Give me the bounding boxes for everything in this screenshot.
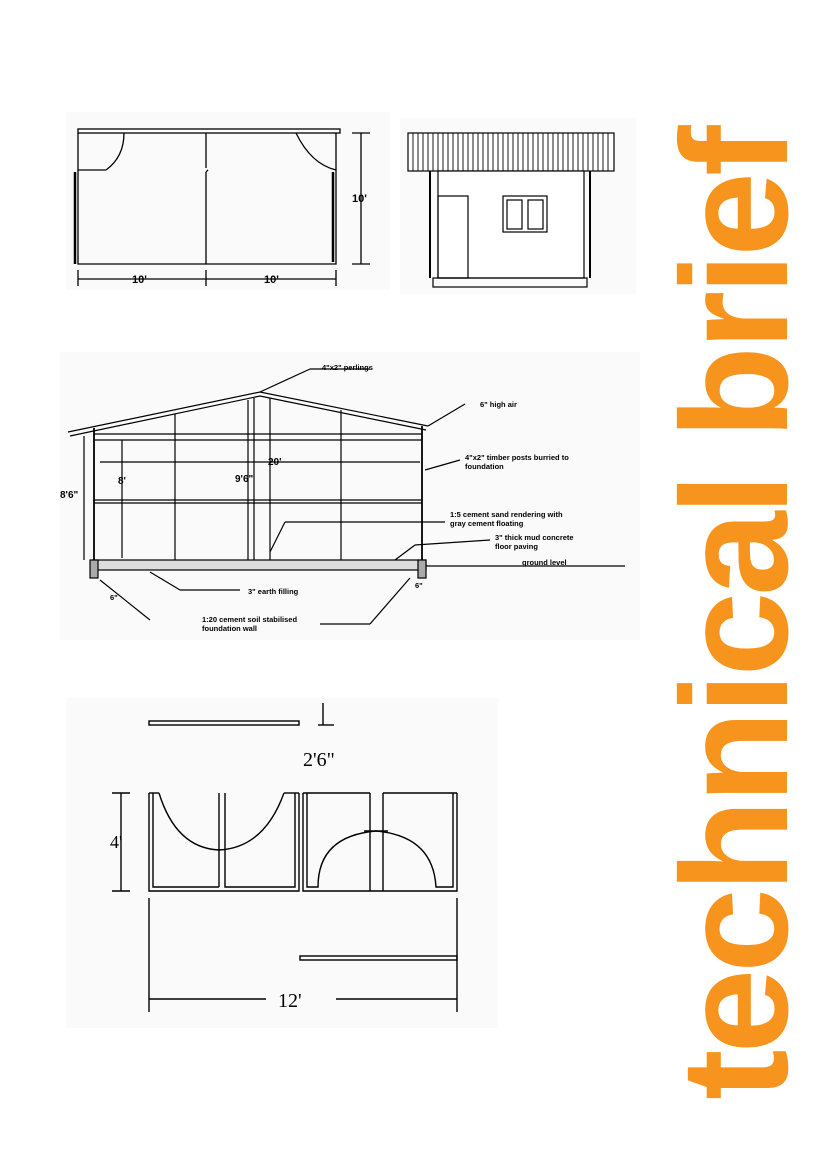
- elevation-drawing: [400, 118, 636, 294]
- label-height-wall: 8'6": [60, 490, 79, 501]
- label-foundation-2: foundation wall: [202, 624, 257, 633]
- label-span: 20': [268, 457, 282, 468]
- label-height-ridge: 9'6": [235, 474, 254, 485]
- label-paving-1: 3" thick mud concrete: [495, 533, 574, 542]
- plan-dim-left: 10': [132, 274, 147, 286]
- label-purlins: 4"x2" perlings: [322, 363, 373, 372]
- plan-dim-depth: 10': [352, 193, 367, 205]
- label-posts-2: foundation: [465, 462, 504, 471]
- label-foundation-1: 1:20 cement soil stabilised: [202, 615, 298, 624]
- label-render-1: 1:5 cement sand rendering with: [450, 510, 563, 519]
- label-fill: 3" earth filling: [248, 587, 299, 596]
- plan-drawing: [66, 112, 390, 290]
- label-ground: ground level: [522, 558, 567, 567]
- detail-dim-height: 4': [110, 832, 123, 852]
- technical-brief-title: technical brief: [650, 129, 820, 1100]
- label-render-2: gray cement floating: [450, 519, 524, 528]
- label-air: 6" high air: [480, 400, 517, 409]
- detail-dim-length: 12': [278, 990, 302, 1012]
- label-height-inner: 8': [118, 476, 126, 487]
- label-paving-2: floor paving: [495, 542, 538, 551]
- section-drawing: [60, 352, 640, 640]
- label-footing-right: 6": [415, 581, 423, 590]
- plan-dim-right: 10': [264, 274, 279, 286]
- label-footing-left: 6": [110, 593, 118, 602]
- detail-drawing: [66, 698, 498, 1028]
- detail-dim-gap: 2'6": [303, 749, 335, 771]
- label-posts-1: 4"x2" timber posts burried to: [465, 453, 569, 462]
